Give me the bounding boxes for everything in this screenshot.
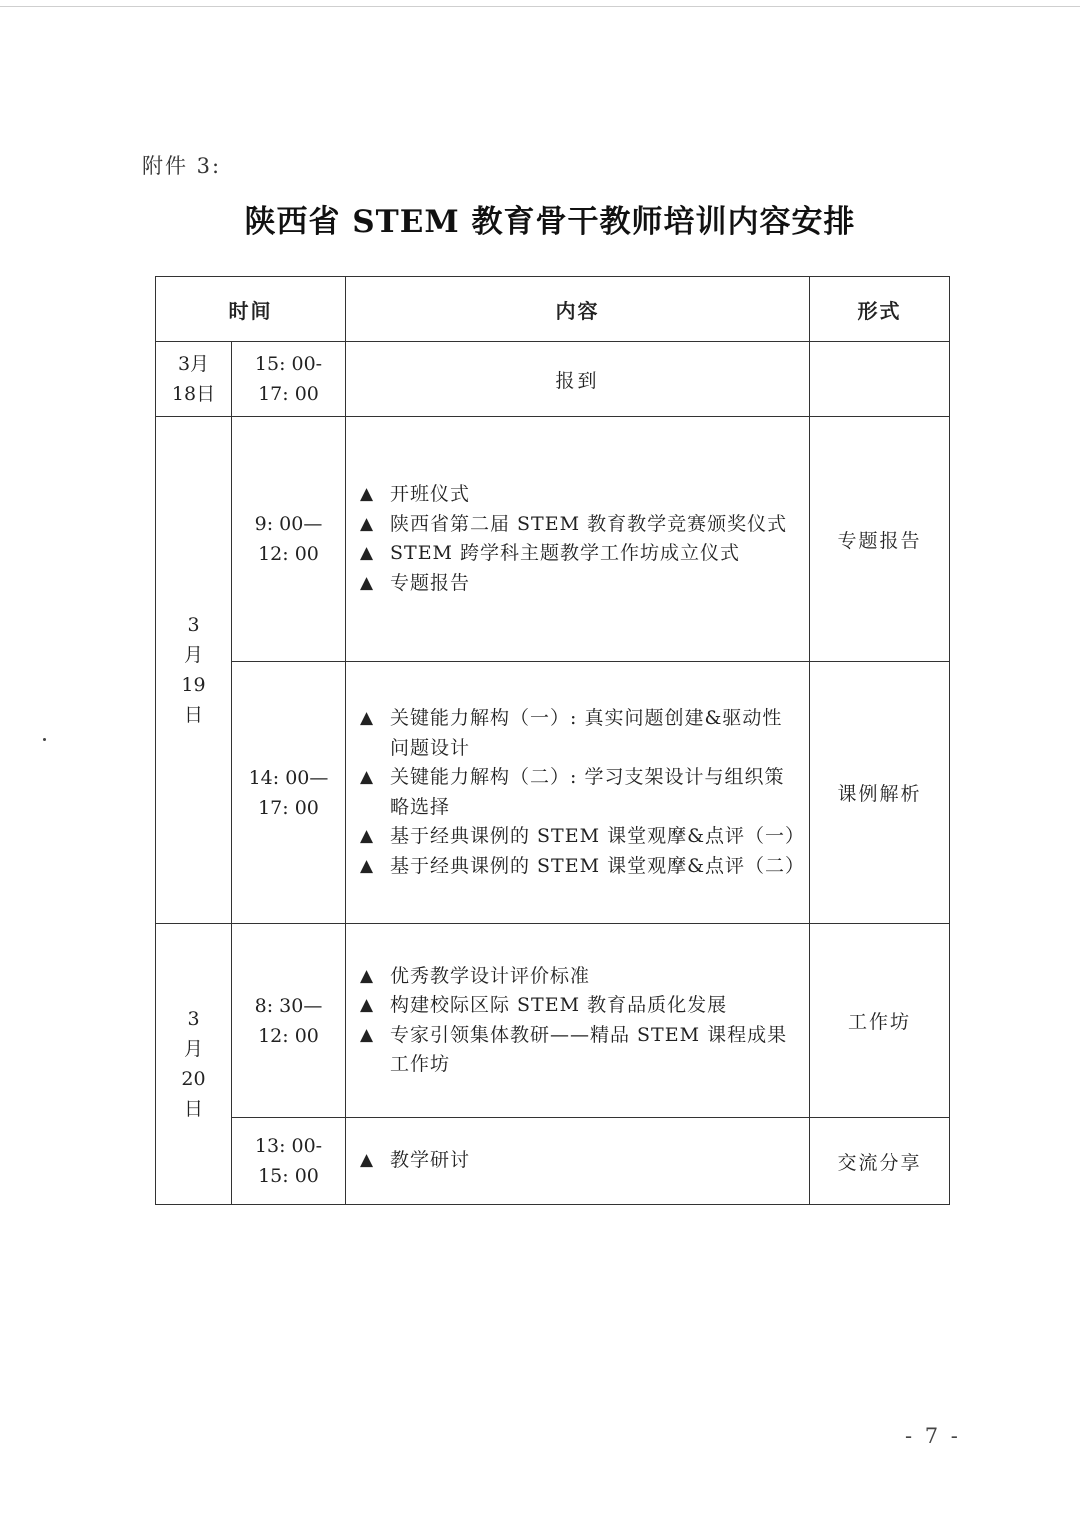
date-text: 3 月 20 日 <box>181 1008 206 1120</box>
time-cell <box>232 924 346 1118</box>
triangle-bullet-icon: ▲ <box>360 826 375 846</box>
schedule-table <box>155 276 950 1205</box>
triangle-bullet-icon: ▲ <box>360 995 375 1015</box>
scan-speck <box>43 738 46 741</box>
header-content: 内容 <box>346 277 810 342</box>
date-cell <box>156 417 232 924</box>
content-list <box>356 704 806 881</box>
date-text: 3 月 19 日 <box>181 614 206 726</box>
triangle-bullet-icon: ▲ <box>360 855 375 876</box>
time-cell <box>232 1118 346 1205</box>
list-item-text: 专题报告 <box>390 571 471 594</box>
list-item <box>356 1021 801 1080</box>
content-cell <box>346 417 810 662</box>
form-cell: 交流分享 <box>810 1118 950 1205</box>
page-number: - 7 - <box>905 1424 961 1448</box>
list-item-text: 关键能力解构（二）: 学习支架设计与组织策略选择 <box>390 766 785 818</box>
header-form: 形式 <box>810 277 950 342</box>
table-row <box>156 662 950 924</box>
table-row <box>156 417 950 662</box>
attachment-label: 附件 3: <box>142 154 222 178</box>
list-item-text: STEM 跨学科主题教学工作坊成立仪式 <box>390 542 741 564</box>
triangle-bullet-icon: ▲ <box>360 1024 375 1045</box>
date-cell <box>156 342 232 417</box>
content-cell <box>346 1118 810 1205</box>
list-item-text: 基于经典课例的 STEM 课堂观摩&点评（一） <box>390 825 806 847</box>
list-item <box>356 763 801 822</box>
form-cell: 课例解析 <box>810 662 950 924</box>
header-time: 时间 <box>156 277 346 342</box>
triangle-bullet-icon: ▲ <box>360 767 375 787</box>
content-cell <box>346 662 810 924</box>
list-item <box>356 1146 801 1176</box>
table-row <box>156 924 950 1118</box>
triangle-bullet-icon: ▲ <box>360 484 375 504</box>
form-cell: 工作坊 <box>810 924 950 1118</box>
content-list <box>356 1146 801 1176</box>
list-item <box>356 569 801 599</box>
date-cell <box>156 924 232 1205</box>
list-item-text: 构建校际区际 STEM 教育品质化发展 <box>390 994 728 1016</box>
content-cell: 报到 <box>346 342 810 417</box>
list-item <box>356 822 806 852</box>
table-row <box>156 342 950 417</box>
list-item <box>356 991 801 1021</box>
date-text: 3月 18日 <box>171 353 216 405</box>
list-item-text: 专家引领集体教研——精品 STEM 课程成果工作坊 <box>390 1023 788 1075</box>
list-item <box>356 510 801 540</box>
list-item <box>356 539 801 569</box>
time-text: 8: 30— 12: 00 <box>254 994 323 1047</box>
form-cell <box>810 342 950 417</box>
content-list <box>356 480 801 598</box>
time-text: 9: 00— 12: 00 <box>254 513 323 565</box>
list-item <box>356 704 801 763</box>
time-cell <box>232 662 346 924</box>
time-cell <box>232 342 346 417</box>
triangle-bullet-icon: ▲ <box>360 543 375 563</box>
triangle-bullet-icon: ▲ <box>360 1150 375 1171</box>
list-item <box>356 852 806 882</box>
triangle-bullet-icon: ▲ <box>360 513 375 534</box>
header-row <box>156 277 950 342</box>
list-item <box>356 962 801 992</box>
list-item <box>356 480 801 510</box>
list-item-text: 开班仪式 <box>390 483 471 505</box>
time-text: 15: 00- 17: 00 <box>254 353 323 405</box>
list-item-text: 基于经典课例的 STEM 课堂观摩&点评（二） <box>390 854 806 877</box>
list-item-text: 陕西省第二届 STEM 教育教学竞赛颁奖仪式 <box>390 512 788 535</box>
top-rule <box>0 6 1080 7</box>
content-cell <box>346 924 810 1118</box>
time-text: 14: 00— 17: 00 <box>248 766 329 819</box>
content-list <box>356 962 801 1080</box>
triangle-bullet-icon: ▲ <box>360 708 375 728</box>
form-cell: 专题报告 <box>810 417 950 662</box>
list-item-text: 优秀教学设计评价标准 <box>390 964 591 987</box>
table-row <box>156 1118 950 1205</box>
list-item-text: 关键能力解构（一）: 真实问题创建&驱动性问题设计 <box>390 707 783 759</box>
triangle-bullet-icon: ▲ <box>360 965 375 986</box>
time-text: 13: 00- 15: 00 <box>254 1135 323 1187</box>
list-item-text: 教学研讨 <box>390 1149 471 1172</box>
time-cell <box>232 417 346 662</box>
document-title: 陕西省 STEM 教育骨干教师培训内容安排 <box>244 204 856 240</box>
triangle-bullet-icon: ▲ <box>360 572 375 593</box>
